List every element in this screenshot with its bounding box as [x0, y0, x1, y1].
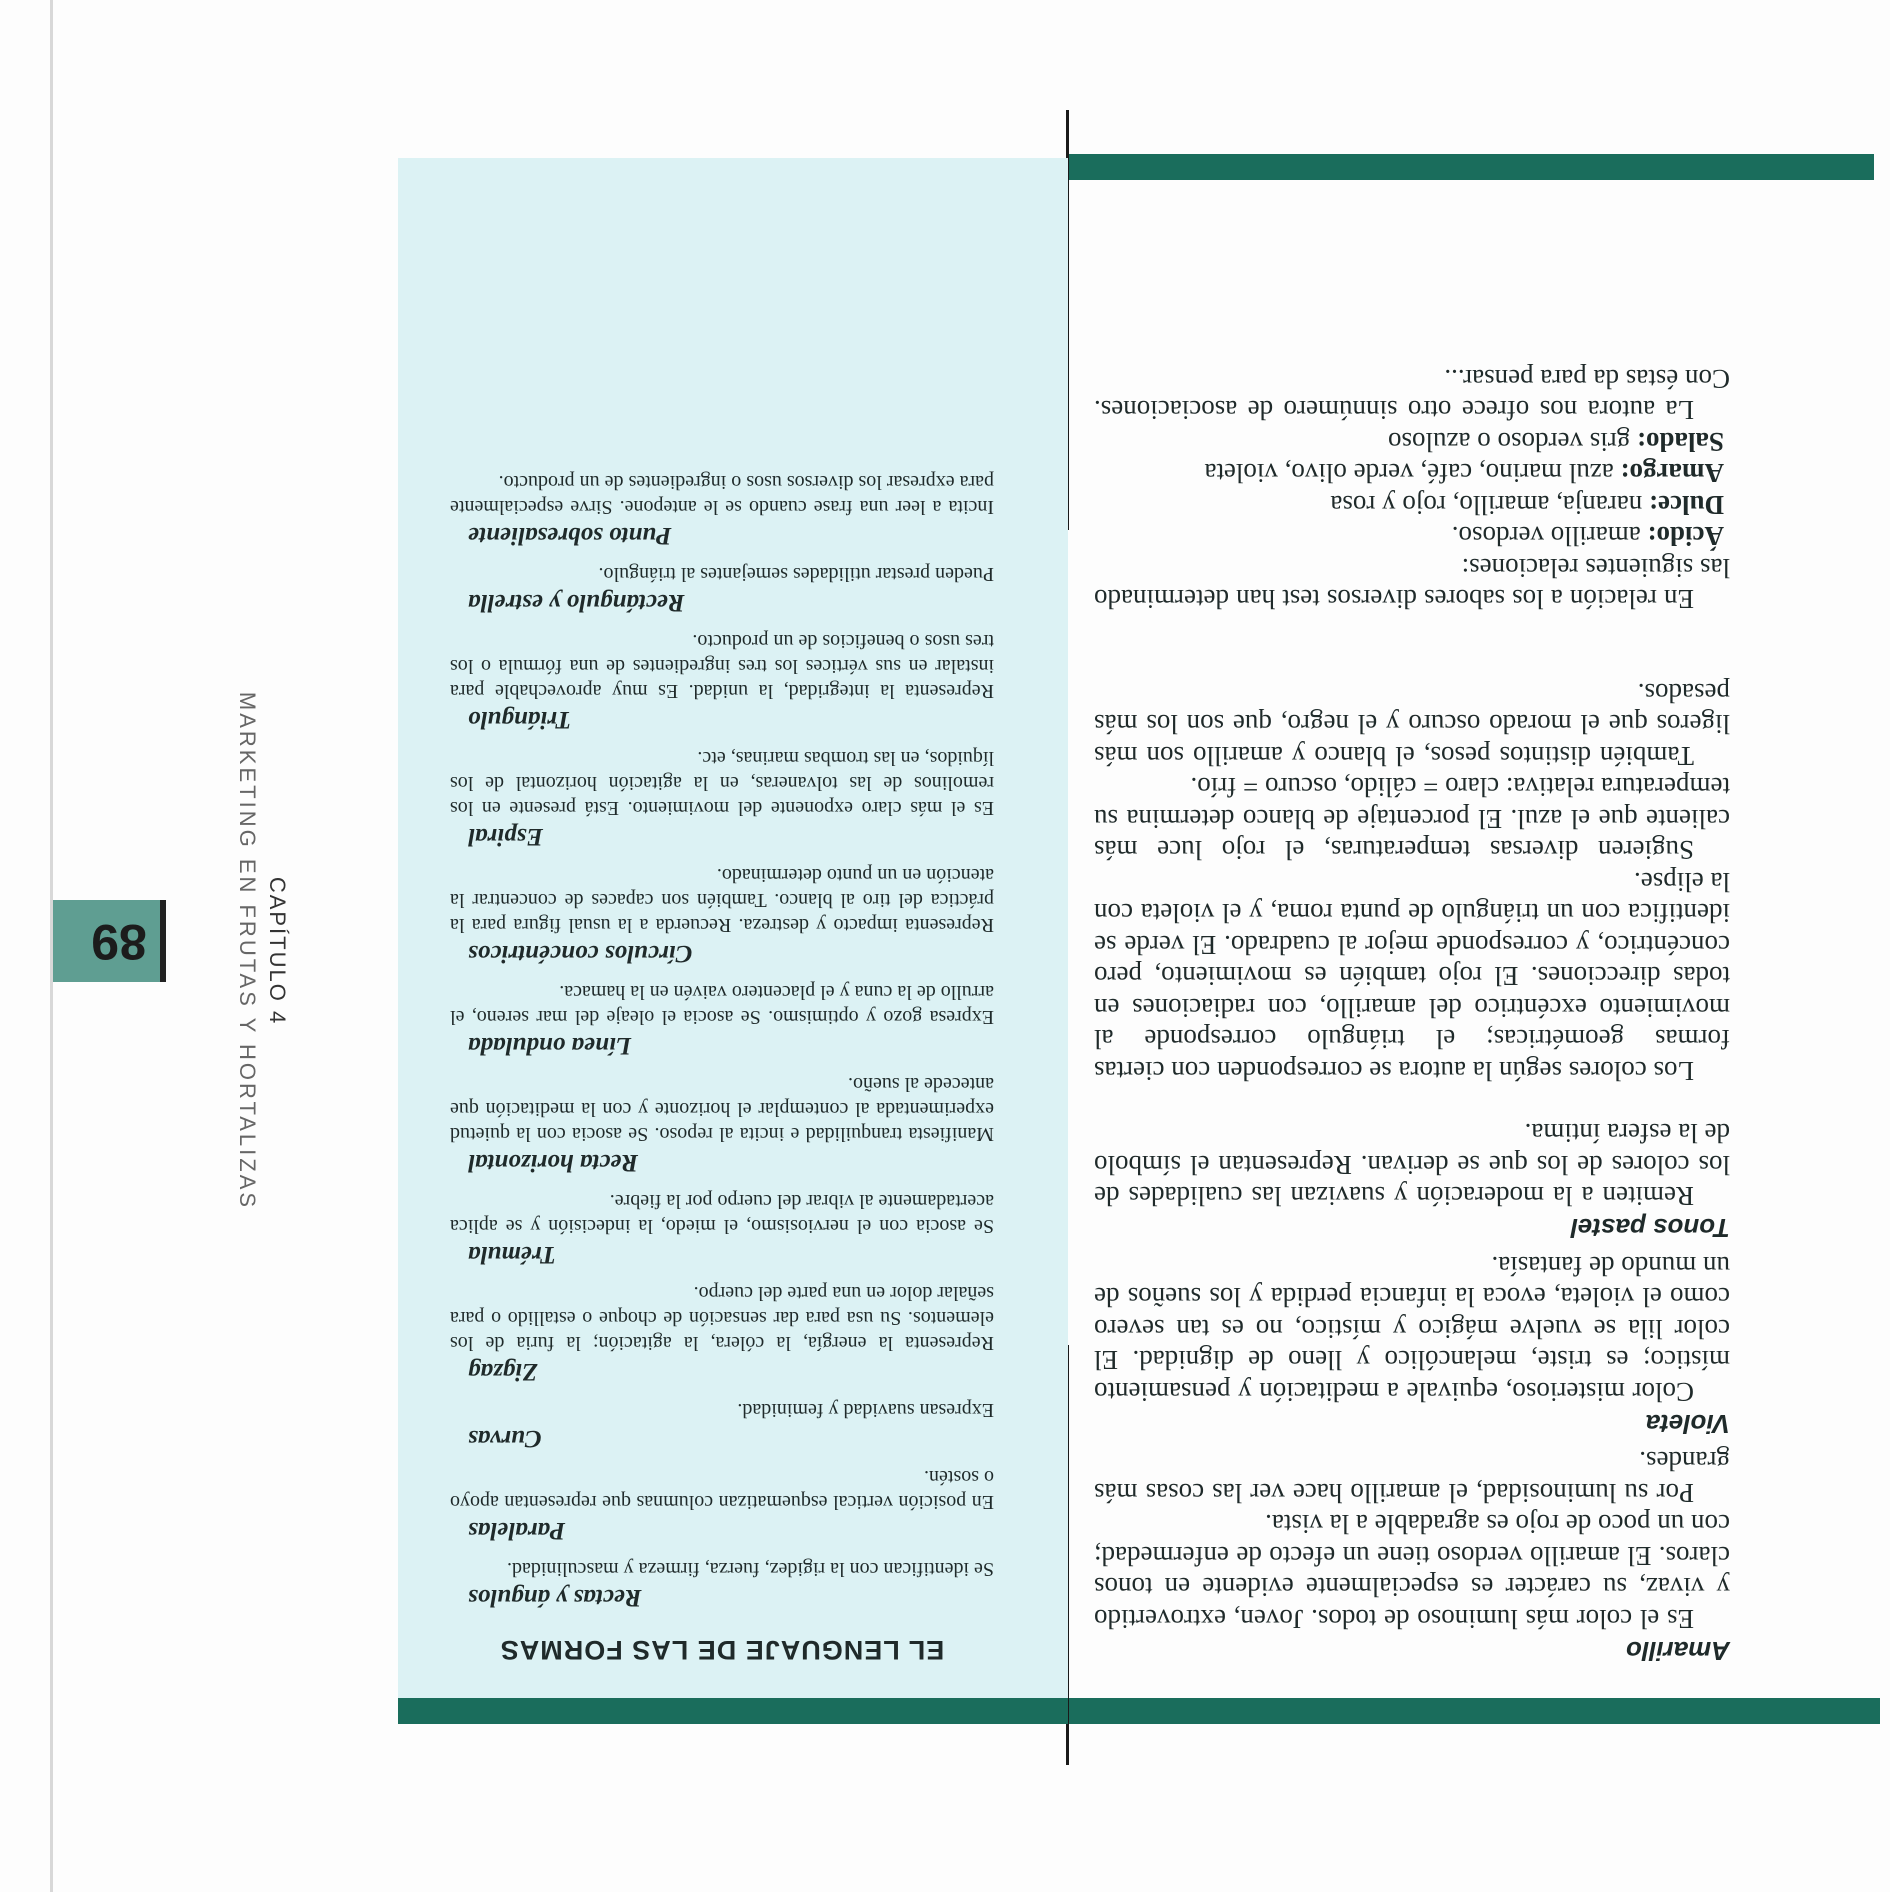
shape-paralelas: [450, 1464, 994, 1546]
amarillo-text-2: Por su luminosidad, el amarillo hace ver las cosas más grandes.: [1094, 1446, 1730, 1508]
running-header: [230, 601, 290, 1301]
shape-description: Se identifican con la rigidez, fuerza, firmeza y masculinidad.: [506, 1558, 994, 1580]
shape-description: Se asocia con el nerviosismo, el miedo, la indecisión y se aplica acertadamente al vibrar del cuerpo por la fiebre.: [450, 1190, 994, 1237]
heading-amarillo: Amarillo: [1625, 1636, 1730, 1666]
paragraph-cierre: La autora nos ofrece otro sinnúmero de asociaciones. Con éstas da para pensar...: [1094, 364, 1730, 426]
shape-heading: Triángulo: [468, 706, 572, 733]
shape-heading: Zigzag: [468, 1358, 538, 1385]
shape-heading: Punto sobresaliente: [468, 522, 672, 549]
flavor-dulce: Dulce: naranja, amarillo, rojo y rosa: [1330, 490, 1724, 520]
shape-rectas-angulos: [450, 1556, 994, 1613]
shape-zigzag: [450, 1280, 994, 1387]
shape-triangulo: [450, 628, 994, 735]
shape-rectangulo-estrella: [450, 561, 994, 618]
page-number: 89: [91, 914, 147, 970]
shape-description: En posición vertical esquematizan columnas que representan apoyo o sostén.: [450, 1466, 994, 1513]
shape-curvas: [450, 1397, 994, 1454]
shape-description: Manifiesta tranquilidad e incita al reposo. Se asocia con la quietud experimentada al contemplar el horizonte y con la meditación que antecede al sueño.: [450, 1073, 994, 1145]
shape-description: Representa la energía, la cólera, la agitación; la furia de los elementos. Su usa para dar sensación de choque o estallido o para señalar dolor en una parte del cuerpo.: [450, 1282, 994, 1354]
shape-description: Pueden prestar utilidades semejantes al triángulo.: [598, 563, 994, 585]
right-column: [1094, 228, 1730, 1672]
paragraph-pesos: También distintos pesos, el blanco y amarillo son más ligeros que el morado oscuro y el negro, que son los más pesados.: [1094, 678, 1730, 771]
shape-heading: Paralelas: [468, 1517, 566, 1544]
shape-heading: Espiral: [468, 823, 544, 850]
formas-panel-content: [450, 186, 994, 1666]
chapter-label: CAPÍTULO 4: [265, 876, 290, 1026]
right-bottom-bar: [1068, 154, 1874, 180]
shape-heading: Círculos concéntricos: [468, 940, 693, 967]
shape-heading: Línea ondulada: [468, 1032, 632, 1059]
right-top-bar: [1068, 1698, 1880, 1724]
flavor-acido: Ácido: amarillo verdoso.: [1451, 521, 1724, 552]
shape-description: Representa la integridad, la unidad. Es muy aprovechable para instalar en sus vértices los tres ingredientes de una fórmula o los tres usos o beneficios de un producto.: [450, 630, 994, 702]
flavor-salado: Salado: gris verdoso o azuloso: [1388, 427, 1724, 457]
shape-description: Incita a leer una frase cuando se le antepone. Sirve especialmente para expresar los diversos usos o ingredientes de un producto.: [450, 471, 994, 518]
book-title-label: MARKETING EN FRUTAS Y HORTALIZAS: [235, 691, 260, 1211]
page-tab-rule: [160, 900, 166, 982]
shape-tremula: [450, 1188, 994, 1270]
paragraph-formas: Los colores según la autora se corresponden con ciertas formas geométricas; el triángulo corresponde al movimiento excéntrico del amarillo, con radiaciones en todas direcciones. El rojo también es movimiento, pero concéntrico, y corresponde mejor al cuadrado. El verde se identifica con un triángulo de punta roma, y el violeta con la elipse.: [1094, 867, 1730, 1086]
shape-heading: Recta horizontal: [468, 1149, 639, 1176]
tonos-pastel-text: Remiten a la moderación y suavizan las cualidades de los colores de los que se derivan. Representan el símbolo de la esfera íntima.: [1094, 1118, 1730, 1212]
shape-linea-ondulada: [450, 979, 994, 1061]
shape-heading: Curvas: [468, 1425, 542, 1452]
heading-violeta: Violeta: [1645, 1409, 1730, 1439]
paragraph-temperaturas: Sugieren diversas temperaturas, el rojo luce más caliente que el azul. El porcentaje de blanco determina su temperatura relativa: claro = cálido, oscuro = frío.: [1094, 772, 1730, 866]
amarillo-text: Es el color más luminoso de todos. Joven, extrovertido y vivaz, su carácter es especialmente evidente en tonos claros. El amarillo verdoso tiene un efecto de enfermedad; con un poco de rojo es agradable a la vista.: [1094, 1509, 1730, 1634]
violeta-text: Color misterioso, equivale a meditación y pensamiento místico; es triste, melancólico y lleno de dignidad. El color lila se vuelve mágico y místico, no es tan severo como el violeta, evoca la infancia perdida y los sueños de un mundo de fantasía.: [1094, 1251, 1730, 1407]
shape-description: Es el más claro exponente del movimiento. Está presente en los remolinos de las tolvaneras, en la agitación horizontal de los líquidos, en las trombas marinas, etc.: [450, 747, 994, 819]
shape-recta-horizontal: [450, 1071, 994, 1178]
shape-circulos-concentricos: [450, 862, 994, 969]
shape-description: Representa impacto y destreza. Recuerda a la usual figura para la práctica del tiro al blanco. También son capaces de concentrar la atención en un punto determinado.: [450, 864, 994, 936]
shape-heading: Rectángulo y estrella: [468, 589, 685, 616]
shape-punto-sobresaliente: [450, 469, 994, 551]
shape-heading: Rectas y ángulos: [468, 1584, 642, 1611]
flavor-amargo: Amargo: azul marino, café, verde olivo, violeta: [1204, 458, 1724, 489]
panel-top-bar: [398, 1698, 1068, 1724]
shape-description: Expresan suavidad y feminidad.: [737, 1399, 994, 1421]
paragraph-sabores: En relación a los sabores diversos test han determinado las siguientes relaciones:: [1094, 553, 1730, 615]
heading-tonos-pastel: Tonos pastel: [1570, 1213, 1730, 1244]
shape-espiral: [450, 745, 994, 852]
panel-title: EL LENGUAJE DE LAS FORMAS: [499, 1635, 945, 1665]
shape-heading: Trémula: [468, 1241, 556, 1268]
shape-description: Expresa gozo y optimismo. Se asocia el oleaje del mar sereno, el arrullo de la cuna y el placentero vaivén en la hamaca.: [450, 981, 994, 1028]
